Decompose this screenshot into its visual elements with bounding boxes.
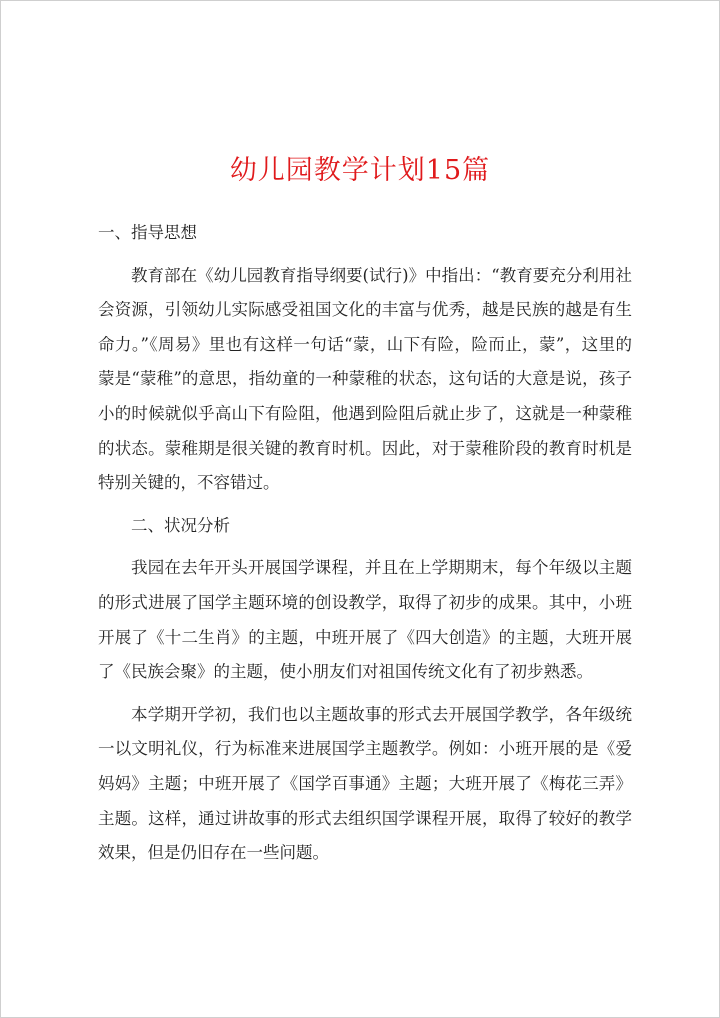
section-heading-situation-analysis: 二、状况分析 <box>131 515 230 535</box>
paragraph-guiding-thought: 教育部在《幼儿园教育指导纲要(试行)》中指出：“教育要充分利用社会资源，引领幼儿实际感受祖国文化的丰富与优秀，越是民族的越是有生命力。”《周易》里也有这样一句话“蒙，山下有险，险而止，蒙”，这里的蒙是“蒙稚”的意思，指幼童的一种蒙稚的状态，这句话的大意是说，孩子小的时候就似乎高山下有险阻，他遇到险阻后就止步了，这就是一种蒙稚的状态。蒙稚期是很关键的教育时机。因此，对于蒙稚阶段的教育时机是特别关键的，不容错过。 <box>98 265 632 493</box>
paragraph-situation-analysis-1: 我园在去年开头开展国学课程，并且在上学期期末，每个年级以主题的形式进展了国学主题环境的创设教学，取得了初步的成果。其中，小班开展了《十二生肖》的主题，中班开展了《四大创造》的主题，大班开展了《民族会聚》的主题，使小朋友们对祖国传统文化有了初步熟悉。 <box>98 558 632 682</box>
document-body <box>98 216 632 871</box>
paragraph-situation-analysis-2: 本学期开学初，我们也以主题故事的形式去开展国学教学，各年级统一以文明礼仪，行为标准来进展国学主题教学。例如：小班开展的是《爱妈妈》主题；中班开展了《国学百事通》主题；大班开展了《梅花三弄》主题。这样，通过讲故事的形式去组织国学课程开展，取得了较好的教学效果，但是仍旧存在一些问题。 <box>98 704 632 863</box>
document-title: 幼儿园教学计划15篇 <box>229 155 491 186</box>
section-heading-guiding-thought: 一、指导思想 <box>98 223 197 242</box>
